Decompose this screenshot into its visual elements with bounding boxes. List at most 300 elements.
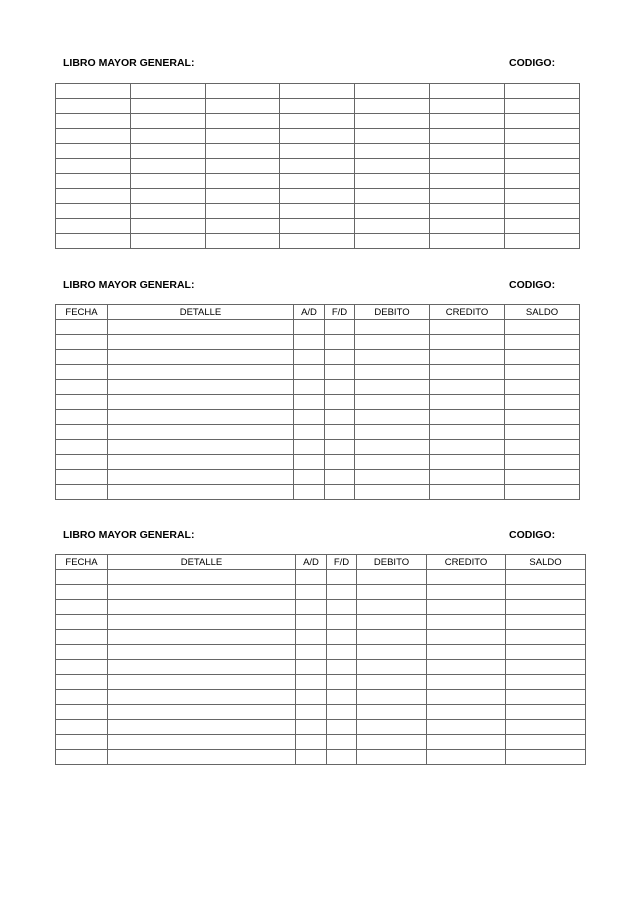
header-saldo: SALDO [506,555,586,570]
table-cell[interactable] [325,470,355,485]
table-cell[interactable] [108,335,294,350]
table-cell[interactable] [108,705,296,720]
table-cell[interactable] [427,720,506,735]
header-fecha: FECHA [56,555,108,570]
table-cell[interactable] [506,690,586,705]
table-cell[interactable] [430,99,505,114]
table-cell[interactable] [355,99,430,114]
table-cell[interactable] [280,129,355,144]
table-cell[interactable] [108,320,294,335]
table-cell[interactable] [56,129,131,144]
table-cell[interactable] [56,320,108,335]
table-cell[interactable] [505,219,580,234]
table-cell[interactable] [506,735,586,750]
table-row [56,600,586,615]
table-row [56,485,580,500]
table-cell[interactable] [280,174,355,189]
table-cell[interactable] [108,440,294,455]
table-cell[interactable] [430,440,505,455]
table-cell[interactable] [131,129,206,144]
table-cell[interactable] [430,365,505,380]
table-cell[interactable] [108,455,294,470]
table-cell[interactable] [56,720,108,735]
table-cell[interactable] [430,485,505,500]
table-cell[interactable] [505,144,580,159]
table-row [56,350,580,365]
table-cell[interactable] [427,600,506,615]
table-cell[interactable] [56,690,108,705]
table-cell[interactable] [430,470,505,485]
table-cell[interactable] [280,159,355,174]
table-cell[interactable] [108,425,294,440]
table-cell[interactable] [294,395,325,410]
header-debito: DEBITO [357,555,427,570]
table-cell[interactable] [56,204,131,219]
table-cell[interactable] [327,720,357,735]
table-cell[interactable] [325,425,355,440]
table-cell[interactable] [357,705,427,720]
table-cell[interactable] [108,675,296,690]
table-cell[interactable] [325,365,355,380]
table-cell[interactable] [327,570,357,585]
table-cell[interactable] [131,189,206,204]
table-cell[interactable] [427,750,506,765]
table-row [56,470,580,485]
table-cell[interactable] [108,735,296,750]
table-cell[interactable] [357,645,427,660]
table-cell[interactable] [325,320,355,335]
table-cell[interactable] [296,645,327,660]
table-cell[interactable] [294,485,325,500]
table-cell[interactable] [296,660,327,675]
table-cell[interactable] [56,395,108,410]
table-row [56,234,580,249]
table-cell[interactable] [355,174,430,189]
table-cell[interactable] [325,410,355,425]
table-cell[interactable] [430,335,505,350]
table-cell[interactable] [505,395,580,410]
table-cell[interactable] [56,234,131,249]
table-cell[interactable] [355,485,430,500]
table-cell[interactable] [108,750,296,765]
table-cell[interactable] [355,320,430,335]
table-cell[interactable] [131,204,206,219]
table-cell[interactable] [505,410,580,425]
table-cell[interactable] [355,219,430,234]
table-cell[interactable] [430,144,505,159]
table-row [56,204,580,219]
table-cell[interactable] [506,705,586,720]
table-cell[interactable] [357,570,427,585]
table-cell[interactable] [327,615,357,630]
table-cell[interactable] [296,690,327,705]
table-cell[interactable] [506,660,586,675]
table-cell[interactable] [505,470,580,485]
table-cell[interactable] [296,735,327,750]
table-cell[interactable] [506,750,586,765]
table-cell[interactable] [505,365,580,380]
table-cell[interactable] [131,234,206,249]
table-cell[interactable] [131,174,206,189]
table-cell[interactable] [430,129,505,144]
table-cell[interactable] [294,440,325,455]
table-cell[interactable] [355,144,430,159]
table-cell[interactable] [430,219,505,234]
table-cell[interactable] [325,395,355,410]
table-cell[interactable] [108,720,296,735]
table-cell[interactable] [427,585,506,600]
table-cell[interactable] [357,750,427,765]
table-cell[interactable] [357,735,427,750]
table-cell[interactable] [327,600,357,615]
table-cell[interactable] [505,440,580,455]
table-cell[interactable] [108,600,296,615]
table-cell[interactable] [506,630,586,645]
table-cell[interactable] [294,320,325,335]
table-cell[interactable] [325,350,355,365]
table-cell[interactable] [56,455,108,470]
table-cell[interactable] [505,335,580,350]
table-cell[interactable] [56,335,108,350]
table-cell[interactable] [206,144,280,159]
table-cell[interactable] [357,585,427,600]
table-cell[interactable] [430,84,505,99]
section-2-code-label: CODIGO: [509,279,556,291]
table-cell[interactable] [296,585,327,600]
table-cell[interactable] [505,350,580,365]
header-fecha: FECHA [56,305,108,320]
table-cell[interactable] [56,350,108,365]
table-cell[interactable] [294,425,325,440]
table-cell[interactable] [294,335,325,350]
table-row [56,335,580,350]
table-cell[interactable] [206,84,280,99]
table-cell[interactable] [280,204,355,219]
table-cell[interactable] [108,365,294,380]
header-detalle: DETALLE [108,555,296,570]
table-cell[interactable] [327,705,357,720]
table-cell[interactable] [294,380,325,395]
table-cell[interactable] [294,365,325,380]
header-ad: A/D [296,555,327,570]
table-cell[interactable] [131,99,206,114]
table-cell[interactable] [427,735,506,750]
table-cell[interactable] [430,425,505,440]
table-row [56,750,586,765]
table-cell[interactable] [108,630,296,645]
header-saldo: SALDO [505,305,580,320]
table-cell[interactable] [427,660,506,675]
header-credito: CREDITO [430,305,505,320]
section-1-code-label: CODIGO: [509,57,556,69]
table-cell[interactable] [56,660,108,675]
table-cell[interactable] [294,455,325,470]
table-row [56,174,580,189]
table-cell[interactable] [505,99,580,114]
section-3-code-label: CODIGO: [509,529,556,541]
table-cell[interactable] [56,600,108,615]
table-cell[interactable] [506,615,586,630]
table-cell[interactable] [325,485,355,500]
table-cell[interactable] [357,630,427,645]
table-cell[interactable] [506,600,586,615]
table-cell[interactable] [56,585,108,600]
table-row [56,395,580,410]
table-row [56,675,586,690]
table-cell[interactable] [327,750,357,765]
table-cell[interactable] [206,114,280,129]
table-cell[interactable] [427,645,506,660]
table-cell[interactable] [56,174,131,189]
table-cell[interactable] [430,395,505,410]
table-cell[interactable] [355,129,430,144]
table-cell[interactable] [325,380,355,395]
table-cell[interactable] [296,720,327,735]
table-cell[interactable] [506,675,586,690]
table-cell[interactable] [327,690,357,705]
table-cell[interactable] [505,320,580,335]
table-cell[interactable] [327,660,357,675]
table-cell[interactable] [505,380,580,395]
table-cell[interactable] [427,690,506,705]
table-row [56,144,580,159]
table-cell[interactable] [206,174,280,189]
table-cell[interactable] [280,84,355,99]
table-cell[interactable] [505,114,580,129]
table-cell[interactable] [430,320,505,335]
table-row [56,660,586,675]
table-cell[interactable] [206,159,280,174]
table-row [56,630,586,645]
table-cell[interactable] [430,380,505,395]
table-cell[interactable] [296,675,327,690]
table-cell[interactable] [56,440,108,455]
table-row [56,159,580,174]
table-row [56,585,586,600]
table-cell[interactable] [506,645,586,660]
table-cell[interactable] [505,189,580,204]
table-cell[interactable] [131,84,206,99]
table-cell[interactable] [296,705,327,720]
table-cell[interactable] [206,234,280,249]
table-cell[interactable] [355,425,430,440]
section-2-title: LIBRO MAYOR GENERAL: [63,279,195,291]
table-cell[interactable] [108,570,296,585]
table-row [56,189,580,204]
table-row [56,365,580,380]
table-cell[interactable] [355,189,430,204]
table-cell[interactable] [280,219,355,234]
table-row [56,425,580,440]
table-cell[interactable] [355,365,430,380]
table-cell[interactable] [56,219,131,234]
ledger-table-2 [55,304,580,500]
table-cell[interactable] [56,144,131,159]
table-cell[interactable] [108,380,294,395]
table-cell[interactable] [294,350,325,365]
table-cell[interactable] [108,350,294,365]
table-cell[interactable] [280,189,355,204]
table-row [56,219,580,234]
table-cell[interactable] [505,234,580,249]
table-cell[interactable] [131,114,206,129]
table-cell[interactable] [56,750,108,765]
table-cell[interactable] [56,675,108,690]
table-cell[interactable] [355,204,430,219]
table-cell[interactable] [56,735,108,750]
table-cell[interactable] [505,455,580,470]
table-cell[interactable] [357,720,427,735]
table-cell[interactable] [355,410,430,425]
table-cell[interactable] [430,159,505,174]
table-cell[interactable] [430,350,505,365]
table-cell[interactable] [506,570,586,585]
table-cell[interactable] [430,114,505,129]
table-row [56,84,580,99]
table-cell[interactable] [294,470,325,485]
table-cell[interactable] [505,159,580,174]
table-cell[interactable] [357,690,427,705]
table-cell[interactable] [325,455,355,470]
table-cell[interactable] [296,570,327,585]
table-cell[interactable] [56,84,131,99]
table-cell[interactable] [56,189,131,204]
table-cell[interactable] [327,735,357,750]
table-cell[interactable] [506,720,586,735]
table-cell[interactable] [357,660,427,675]
header-credito: CREDITO [427,555,506,570]
table-cell[interactable] [131,159,206,174]
table-cell[interactable] [355,455,430,470]
table-cell[interactable] [108,690,296,705]
table-cell[interactable] [56,380,108,395]
table-cell[interactable] [280,99,355,114]
header-detalle: DETALLE [108,305,294,320]
table-cell[interactable] [280,114,355,129]
table-row [56,129,580,144]
table-cell[interactable] [56,410,108,425]
table-row [56,455,580,470]
table-cell[interactable] [355,159,430,174]
table-cell[interactable] [56,470,108,485]
table-cell[interactable] [108,660,296,675]
table-cell[interactable] [294,410,325,425]
table-cell[interactable] [430,455,505,470]
table-row [56,410,580,425]
table-cell[interactable] [355,84,430,99]
table-cell[interactable] [427,630,506,645]
table-cell[interactable] [505,84,580,99]
table-cell[interactable] [355,470,430,485]
table-cell[interactable] [427,675,506,690]
table-row [56,114,580,129]
table-cell[interactable] [56,705,108,720]
table-cell[interactable] [505,129,580,144]
section-1-title: LIBRO MAYOR GENERAL: [63,57,195,69]
table-cell[interactable] [56,645,108,660]
table-row [56,690,586,705]
table-cell[interactable] [56,570,108,585]
table-cell[interactable] [427,570,506,585]
table-cell[interactable] [355,335,430,350]
table-cell[interactable] [56,365,108,380]
table-cell[interactable] [430,234,505,249]
table-cell[interactable] [505,174,580,189]
table-cell[interactable] [327,675,357,690]
table-cell[interactable] [430,189,505,204]
table-cell[interactable] [56,615,108,630]
table-cell[interactable] [296,615,327,630]
table-cell[interactable] [280,234,355,249]
table-cell[interactable] [131,219,206,234]
header-ad: A/D [294,305,325,320]
table-cell[interactable] [56,114,131,129]
table-cell[interactable] [506,585,586,600]
table-cell[interactable] [56,159,131,174]
table-cell[interactable] [108,395,294,410]
table-cell[interactable] [131,144,206,159]
table-cell[interactable] [327,645,357,660]
ledger-table-1 [55,83,580,249]
table-cell[interactable] [355,395,430,410]
table-cell[interactable] [108,470,294,485]
table-cell[interactable] [56,425,108,440]
table-cell[interactable] [505,425,580,440]
table-cell[interactable] [427,615,506,630]
table-cell[interactable] [355,234,430,249]
table-cell[interactable] [108,410,294,425]
table-cell[interactable] [296,630,327,645]
table-cell[interactable] [355,440,430,455]
table-cell[interactable] [430,410,505,425]
table-cell[interactable] [325,335,355,350]
table-row [56,440,580,455]
table-cell[interactable] [206,204,280,219]
table-cell[interactable] [327,630,357,645]
table-cell[interactable] [296,750,327,765]
table-cell[interactable] [325,440,355,455]
table-cell[interactable] [357,615,427,630]
table-cell[interactable] [56,630,108,645]
table-cell[interactable] [108,615,296,630]
table-cell[interactable] [206,99,280,114]
table-cell[interactable] [355,380,430,395]
table-row [56,570,586,585]
table-cell[interactable] [505,204,580,219]
table-row [56,615,586,630]
table-cell[interactable] [355,350,430,365]
table-cell[interactable] [56,485,108,500]
table-cell[interactable] [355,114,430,129]
table-cell[interactable] [56,99,131,114]
table-cell[interactable] [296,600,327,615]
table-cell[interactable] [108,645,296,660]
table-cell[interactable] [206,189,280,204]
table-cell[interactable] [280,144,355,159]
table-cell[interactable] [427,705,506,720]
table-cell[interactable] [430,204,505,219]
table-cell[interactable] [505,485,580,500]
header-fd: F/D [327,555,357,570]
table-cell[interactable] [206,129,280,144]
table-cell[interactable] [357,600,427,615]
table-cell[interactable] [430,174,505,189]
table-cell[interactable] [206,219,280,234]
table-cell[interactable] [108,485,294,500]
table-cell[interactable] [357,675,427,690]
table-cell[interactable] [327,585,357,600]
table-cell[interactable] [108,585,296,600]
